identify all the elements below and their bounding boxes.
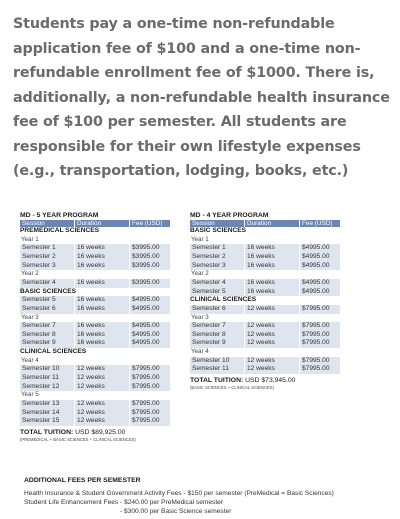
md5-program-table xyxy=(20,212,170,442)
fee-cell: $3995.00 xyxy=(132,252,160,260)
fee-cell: $7995.00 xyxy=(132,400,160,407)
session-cell: Semester 5 xyxy=(20,296,75,305)
fee-cell: $7995.00 xyxy=(132,374,160,382)
year-label: Year 4 xyxy=(191,348,209,356)
duration-cell: 12 weeks xyxy=(75,365,130,374)
table-row xyxy=(190,244,340,253)
duration-cell: 12 weeks xyxy=(75,417,130,426)
session-cell: Semester 3 xyxy=(190,262,245,271)
duration-cell: 16 weeks xyxy=(75,253,130,262)
md4-tuition-label: TOTAL TUITION: xyxy=(190,377,244,385)
table-row xyxy=(20,339,170,348)
fee-cell: $4995.00 xyxy=(302,261,330,269)
table-row xyxy=(20,409,170,418)
md5-table-header xyxy=(20,220,170,227)
duration-cell: 12 weeks xyxy=(75,374,130,383)
duration-cell: 16 weeks xyxy=(75,322,130,331)
session-cell: Semester 6 xyxy=(20,305,75,314)
duration-cell: 16 weeks xyxy=(75,305,130,314)
fee-cell: $3995.00 xyxy=(132,278,160,286)
duration-cell: 16 weeks xyxy=(75,296,130,305)
section-heading: BASIC SCIENCES xyxy=(190,227,247,234)
session-cell: Semester 12 xyxy=(20,383,75,392)
session-cell: Semester 9 xyxy=(190,339,245,348)
session-cell: Semester 10 xyxy=(20,365,75,374)
fee-cell: $4995.00 xyxy=(132,330,160,338)
md4-tuition-note: (BASIC SCIENCES + CLINICAL SCIENCES) xyxy=(190,385,274,391)
session-cell: Semester 6 xyxy=(190,305,245,314)
fee-cell: $4995.00 xyxy=(302,287,330,295)
duration-cell: 16 weeks xyxy=(245,253,300,262)
session-cell: Semester 7 xyxy=(20,322,75,331)
fee-cell: $4995.00 xyxy=(302,252,330,260)
table-row xyxy=(190,322,340,331)
section-heading: PREMEDICAL SCIENCES xyxy=(20,227,100,234)
table-row xyxy=(20,417,170,426)
session-cell: Semester 11 xyxy=(20,374,75,383)
session-cell: Semester 8 xyxy=(20,331,75,340)
fee-cell: $7995.00 xyxy=(132,417,160,425)
year-label: Year 2 xyxy=(21,270,39,278)
duration-cell: 16 weeks xyxy=(245,279,300,288)
section-heading: BASIC SCIENCES xyxy=(20,287,77,295)
session-cell: Semester 4 xyxy=(190,279,245,288)
session-cell: Semester 3 xyxy=(20,262,75,271)
duration-cell: 12 weeks xyxy=(245,322,300,331)
year-label: Year 1 xyxy=(191,235,209,243)
session-cell: Semester 15 xyxy=(20,417,75,426)
fee-cell: $4995.00 xyxy=(302,244,330,252)
session-cell: Semester 13 xyxy=(20,400,75,409)
duration-cell: 16 weeks xyxy=(245,288,300,297)
table-row xyxy=(190,331,340,340)
table-row xyxy=(190,339,340,348)
duration-cell: 12 weeks xyxy=(245,331,300,340)
section-heading: CLINICAL SCIENCES xyxy=(190,296,257,304)
year-label: Year 4 xyxy=(21,356,39,364)
table-row xyxy=(20,305,170,314)
session-cell: Semester 9 xyxy=(20,339,75,348)
fee-cell: $7995.00 xyxy=(132,365,160,373)
session-cell: Semester 7 xyxy=(190,322,245,331)
session-cell: Semester 2 xyxy=(20,253,75,262)
duration-cell: 12 weeks xyxy=(75,400,130,409)
table-row xyxy=(190,262,340,271)
table-row xyxy=(20,279,170,288)
year-label: Year 1 xyxy=(21,235,39,243)
md5-tuition-note: (PREMEDICAL + BASIC SCIENCES + CLINICAL SCIENCES) xyxy=(20,437,136,443)
md4-total-tuition xyxy=(190,377,340,385)
table-row xyxy=(20,253,170,262)
duration-cell: 12 weeks xyxy=(245,357,300,366)
md4-program-title: MD - 4 YEAR PROGRAM xyxy=(190,212,269,219)
duration-cell: 16 weeks xyxy=(245,244,300,253)
fee-cell: $7995.00 xyxy=(302,365,330,373)
md5-tuition-value: USD $89,925.00 xyxy=(75,429,126,437)
table-row xyxy=(190,357,340,366)
fee-cell: $7995.00 xyxy=(302,322,330,330)
additional-fee-line-2: Student Life Enhancement Fees - $240.00 per PreMedical semester xyxy=(24,499,224,506)
session-cell: Semester 5 xyxy=(190,288,245,297)
md4-table-header xyxy=(190,220,340,227)
duration-cell: 16 weeks xyxy=(75,279,130,288)
fee-cell: $4995.00 xyxy=(132,322,160,330)
table-row xyxy=(20,400,170,409)
additional-fee-line-3: - $300.00 per Basic Science semester xyxy=(120,508,232,515)
md4-program-table xyxy=(190,212,340,390)
session-cell: Semester 1 xyxy=(20,244,75,253)
table-row xyxy=(190,279,340,288)
table-row xyxy=(20,262,170,271)
session-cell: Semester 14 xyxy=(20,409,75,418)
section-heading: CLINICAL SCIENCES xyxy=(20,348,87,356)
md5-header-fee: Fee (USD) xyxy=(132,220,163,227)
fee-cell: $4995.00 xyxy=(302,278,330,286)
table-row xyxy=(20,296,170,305)
table-row xyxy=(190,253,340,262)
session-cell: Semester 4 xyxy=(20,279,75,288)
md5-header-session: Session xyxy=(20,220,75,227)
fee-cell: $4995.00 xyxy=(132,296,160,304)
table-row xyxy=(20,365,170,374)
table-row xyxy=(20,322,170,331)
duration-cell: 16 weeks xyxy=(245,262,300,271)
fee-cell: $4995.00 xyxy=(132,339,160,347)
md4-header-fee: Fee (USD) xyxy=(302,220,333,227)
md4-header-session: Session xyxy=(190,220,245,227)
table-row xyxy=(20,383,170,392)
md4-tuition-value: USD $73,945.00 xyxy=(245,377,296,385)
year-label: Year 2 xyxy=(191,270,209,278)
table-row xyxy=(190,305,340,314)
duration-cell: 16 weeks xyxy=(75,262,130,271)
duration-cell: 12 weeks xyxy=(245,365,300,374)
fee-cell: $7995.00 xyxy=(302,330,330,338)
duration-cell: 12 weeks xyxy=(245,339,300,348)
intro-paragraph: Students pay a one-time non-refundable application fee of $100 and a one-time non-refundable enrollment fee of $1000. There is, additionally, a non-refundable health insurance fee of $100 per semester. All students are responsible for their own lifestyle expenses (e.g., transportation, lodging, books, etc.) xyxy=(13,16,390,179)
year-label: Year 3 xyxy=(21,313,39,321)
duration-cell: 16 weeks xyxy=(75,244,130,253)
duration-cell: 12 weeks xyxy=(75,383,130,392)
md5-header-duration: Duration xyxy=(75,220,130,227)
year-label: Year 3 xyxy=(191,313,209,321)
table-row xyxy=(20,374,170,383)
table-row xyxy=(20,331,170,340)
md5-total-tuition xyxy=(20,429,170,437)
md5-program-title: MD - 5 YEAR PROGRAM xyxy=(20,212,99,219)
additional-fees-title: ADDITIONAL FEES PER SEMESTER xyxy=(24,477,141,484)
session-cell: Semester 11 xyxy=(190,365,245,374)
fee-cell: $7995.00 xyxy=(302,356,330,364)
duration-cell: 12 weeks xyxy=(75,409,130,418)
fee-cell: $7995.00 xyxy=(302,339,330,347)
duration-cell: 16 weeks xyxy=(75,331,130,340)
fee-cell: $3995.00 xyxy=(132,261,160,269)
fee-cell: $7995.00 xyxy=(302,304,330,312)
year-label: Year 5 xyxy=(21,391,39,399)
session-cell: Semester 2 xyxy=(190,253,245,262)
session-cell: Semester 1 xyxy=(190,244,245,253)
session-cell: Semester 8 xyxy=(190,331,245,340)
session-cell: Semester 10 xyxy=(190,357,245,366)
fee-cell: $7995.00 xyxy=(132,408,160,416)
table-row xyxy=(20,244,170,253)
table-row xyxy=(190,365,340,374)
additional-fee-line-1: Health Insurance & Student Government Activity Fees - $150 per semester (PreMedical = Basic Sciences) xyxy=(24,490,334,497)
duration-cell: 16 weeks xyxy=(75,339,130,348)
fee-cell: $4995.00 xyxy=(132,304,160,312)
md5-tuition-label: TOTAL TUITION: xyxy=(20,429,74,437)
md4-header-duration: Duration xyxy=(245,220,300,227)
fee-cell: $3995.00 xyxy=(132,244,160,252)
fee-cell: $7995.00 xyxy=(132,382,160,390)
duration-cell: 12 weeks xyxy=(245,305,300,314)
table-row xyxy=(190,288,340,297)
